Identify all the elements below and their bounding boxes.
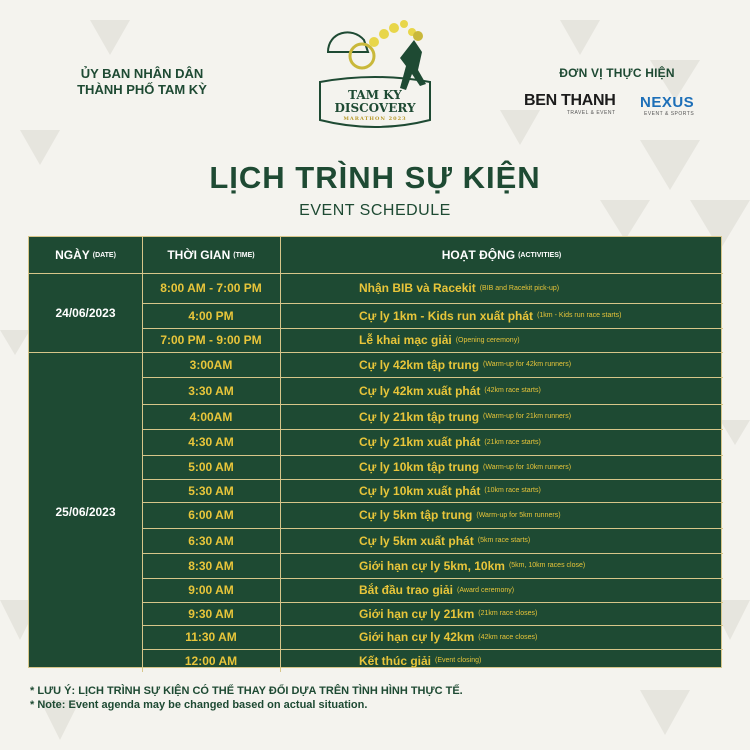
- activity-sub: (5km race starts): [477, 537, 531, 544]
- activity-sub: (Warm-up for 10km runners): [483, 463, 572, 471]
- time-cell: 3:00AM: [189, 357, 233, 372]
- date-cell: 24/06/2023: [55, 305, 116, 320]
- partner-benthanh-name: BEN THANH: [524, 92, 616, 109]
- activity-label: Cự ly 10km xuất phát: [359, 483, 481, 498]
- header-date: [29, 237, 142, 273]
- activity-sub: (1km - Kids run race starts): [537, 312, 622, 319]
- partner-benthanh-sub: TRAVEL & EVENT: [566, 110, 616, 116]
- activity-cell: [280, 303, 723, 328]
- organizer-block: [62, 66, 222, 98]
- activity-sub: (10km race starts): [484, 487, 541, 494]
- activity-cell: [280, 352, 723, 377]
- activity-cell: [280, 602, 723, 625]
- time-cell: 4:00 PM: [188, 308, 234, 323]
- activity-label: Cự ly 1km - Kids run xuất phát: [359, 308, 534, 323]
- executor-label: ĐƠN VỊ THỰC HIỆN: [559, 66, 675, 80]
- column-divider: [280, 237, 281, 672]
- organizer-line-1: ỦY BAN NHÂN DÂN: [80, 66, 204, 81]
- time-cell: 7:00 PM - 9:00 PM: [160, 333, 262, 347]
- activity-cell: [280, 625, 723, 649]
- activity-cell: [280, 328, 723, 352]
- activity-sub: (21km race starts): [484, 438, 541, 446]
- event-logo: [302, 12, 448, 138]
- header-time: [142, 237, 280, 273]
- activity-label: Cự ly 21km xuất phát: [359, 435, 481, 449]
- activity-cell: [280, 649, 723, 672]
- activity-cell: [280, 429, 723, 455]
- partner-benthanh-logo: [524, 92, 616, 116]
- activity-cell: [280, 377, 723, 404]
- activity-cell: [280, 502, 723, 528]
- activity-label: Cự ly 10km tập trung: [359, 460, 480, 474]
- header-date-sub: (DATE): [92, 251, 116, 259]
- activity-cell: [280, 479, 723, 502]
- time-cell: 9:30 AM: [188, 606, 234, 621]
- activity-label: Giới hạn cự ly 5km, 10km: [359, 558, 505, 573]
- logo-line-2: DISCOVERY: [334, 101, 416, 115]
- time-cell: 12:00 AM: [184, 653, 238, 668]
- activity-cell: [280, 273, 723, 303]
- page-subtitle: EVENT SCHEDULE: [299, 202, 451, 219]
- activity-label: Giới hạn cự ly 21km: [359, 606, 475, 621]
- activity-label: Cự ly 42km xuất phát: [359, 383, 481, 398]
- activity-label: Cự ly 42km tập trung: [359, 357, 480, 372]
- organizer-line-2: THÀNH PHỐ TAM KỲ: [77, 82, 207, 97]
- time-cell: 5:00 AM: [188, 460, 234, 474]
- schedule-table: [28, 236, 722, 668]
- activity-cell: [280, 578, 723, 602]
- activity-label: Bắt đầu trao giải: [359, 583, 454, 597]
- activity-sub: (21km race closes): [478, 610, 538, 617]
- time-cell: 5:30 AM: [188, 483, 234, 498]
- activity-label: Lễ khai mạc giải: [359, 333, 452, 347]
- activity-sub: (Event closing): [435, 657, 482, 664]
- activity-cell: [280, 528, 723, 553]
- activity-sub: (Warm-up for 42km runners): [483, 361, 572, 368]
- time-cell: 8:00 AM - 7:00 PM: [160, 281, 262, 295]
- time-cell: 8:30 AM: [188, 558, 234, 573]
- time-cell: 11:30 AM: [185, 630, 237, 644]
- partner-logos: [512, 88, 722, 128]
- activity-label: Cự ly 5km tập trung: [359, 508, 473, 522]
- header-activities-sub: (ACTIVITIES): [518, 251, 562, 259]
- note-vi: * LƯU Ý: LỊCH TRÌNH SỰ KIỆN CÓ THỂ THAY ĐỔI DỰA TRÊN TÌNH HÌNH THỰC TẾ.: [30, 685, 463, 697]
- time-cell: 9:00 AM: [188, 583, 234, 597]
- column-divider: [142, 237, 143, 672]
- activity-sub: (BIB and Racekit pick-up): [479, 284, 560, 292]
- activity-sub: (5km, 10km races close): [508, 562, 586, 569]
- header-activities: [280, 237, 723, 273]
- notes-block: [30, 684, 463, 712]
- activity-cell: [280, 455, 723, 479]
- executor-block: [512, 66, 722, 128]
- logo-line-1: TAM KY: [348, 88, 402, 102]
- time-cell: 6:30 AM: [188, 533, 234, 548]
- time-cell: 6:00 AM: [188, 508, 234, 522]
- activity-sub: (Warm-up for 21km runners): [483, 413, 572, 420]
- activity-cell: [280, 404, 723, 429]
- activity-sub: (Warm-up for 5km runners): [476, 511, 561, 519]
- activity-label: Nhận BIB và Racekit: [359, 281, 476, 295]
- activity-sub: (42km race closes): [478, 633, 538, 641]
- partner-nexus-logo: [640, 94, 694, 117]
- partner-nexus-sub: EVENT & SPORTS: [644, 111, 695, 117]
- activity-label: Cự ly 5km xuất phát: [359, 533, 474, 548]
- activity-sub: (Opening ceremony): [455, 336, 520, 344]
- time-cell: 3:30 AM: [188, 383, 234, 398]
- note-en: * Note: Event agenda may be changed based on actual situation.: [30, 699, 368, 711]
- header-time-sub: (TIME): [233, 251, 255, 259]
- activity-label: Cự ly 21km tập trung: [359, 409, 480, 424]
- partner-nexus-name: NEXUS: [640, 94, 695, 111]
- activity-sub: (42km race starts): [484, 387, 541, 394]
- header-time-label: THỜI GIAN: [167, 248, 231, 262]
- time-cell: 4:30 AM: [188, 435, 234, 449]
- header-date-label: NGÀY: [55, 248, 90, 262]
- activity-label: Kết thúc giải: [359, 653, 432, 668]
- activity-cell: [280, 553, 723, 578]
- time-cell: 4:00AM: [189, 409, 233, 424]
- activity-label: Giới hạn cự ly 42km: [359, 630, 475, 644]
- activity-sub: (Award ceremony): [457, 586, 515, 594]
- page-title: LỊCH TRÌNH SỰ KIỆN: [209, 160, 541, 195]
- logo-line-3: MARATHON 2023: [343, 116, 407, 122]
- date-cell: 25/06/2023: [55, 505, 116, 519]
- header-activities-label: HOẠT ĐỘNG: [441, 248, 516, 262]
